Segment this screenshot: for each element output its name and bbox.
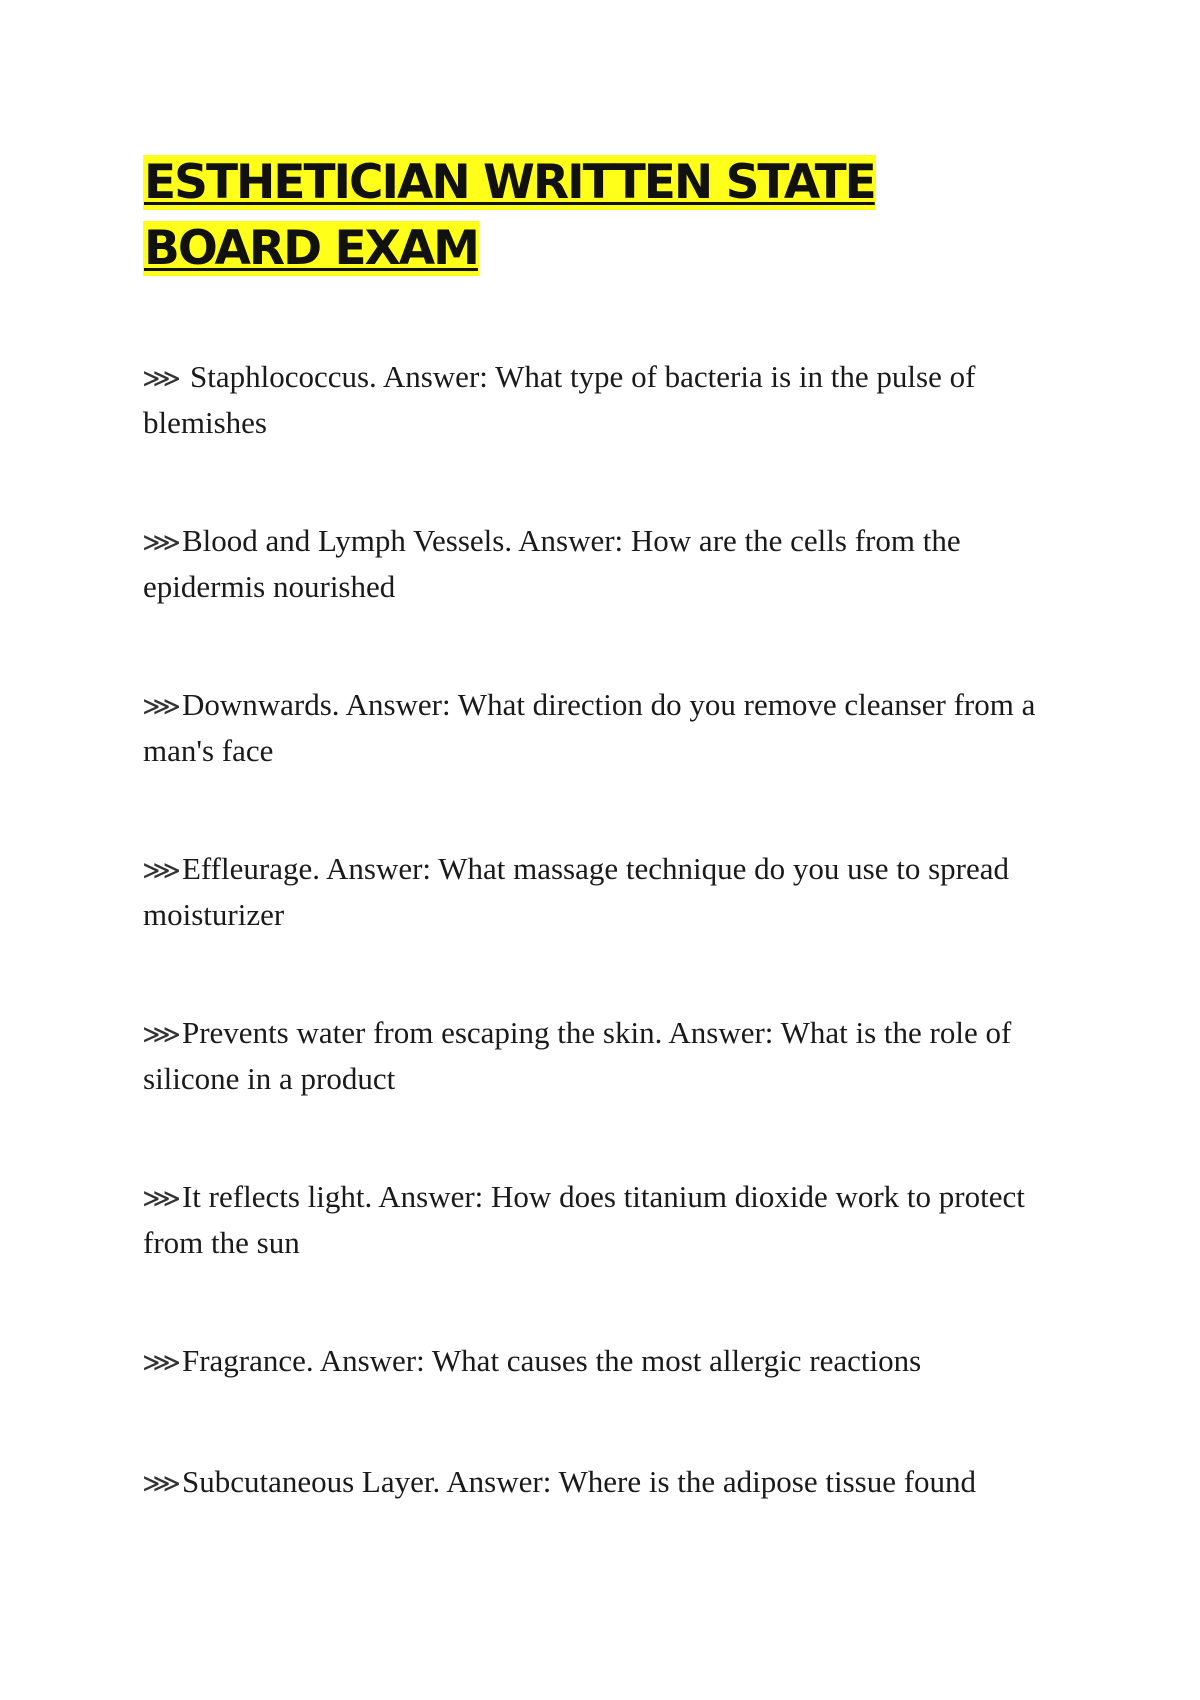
arrowhead-bullet-icon: ⋙ (142, 1469, 181, 1499)
list-item-text: Fragrance. Answer: What causes the most allergic reactions (181, 1343, 922, 1378)
arrowhead-bullet-icon: ⋙ (142, 528, 181, 558)
list-item (143, 1460, 1063, 1506)
arrowhead-bullet-icon: ⋙ (142, 1020, 181, 1050)
list-item (143, 847, 1063, 936)
list-item-text: Effleurage. Answer: What massage technique do you use to spread moisturizer (143, 851, 1009, 932)
list-item (143, 355, 1063, 444)
list-item-text: Prevents water from escaping the skin. Answer: What is the role of silicone in a product (143, 1015, 1012, 1096)
list-item (143, 519, 1063, 608)
arrowhead-bullet-icon: ⋙ (142, 856, 181, 886)
arrowhead-bullet-icon: ⋙ (142, 1184, 181, 1214)
list-item-text: Downwards. Answer: What direction do you remove cleanser from a man's face (143, 687, 1036, 768)
page-title (143, 150, 1043, 282)
page-title-text: ESTHETICIAN WRITTEN STATE BOARD EXAM (144, 155, 875, 276)
arrowhead-bullet-icon: ⋙ (142, 692, 181, 722)
arrowhead-bullet-icon: ⋙ (142, 364, 181, 394)
list-item-text: It reflects light. Answer: How does titanium dioxide work to protect from the sun (143, 1179, 1025, 1260)
list-item (143, 1339, 1063, 1385)
list-item-text: Staphlococcus. Answer: What type of bacteria is in the pulse of blemishes (143, 359, 976, 440)
list-item-text: Blood and Lymph Vessels. Answer: How are the cells from the epidermis nourished (143, 523, 961, 604)
list-item (143, 1175, 1063, 1264)
list-item (143, 1011, 1063, 1100)
list-item (143, 683, 1063, 772)
list-item-text: Subcutaneous Layer. Answer: Where is the adipose tissue found (181, 1464, 977, 1499)
arrowhead-bullet-icon: ⋙ (142, 1348, 181, 1378)
